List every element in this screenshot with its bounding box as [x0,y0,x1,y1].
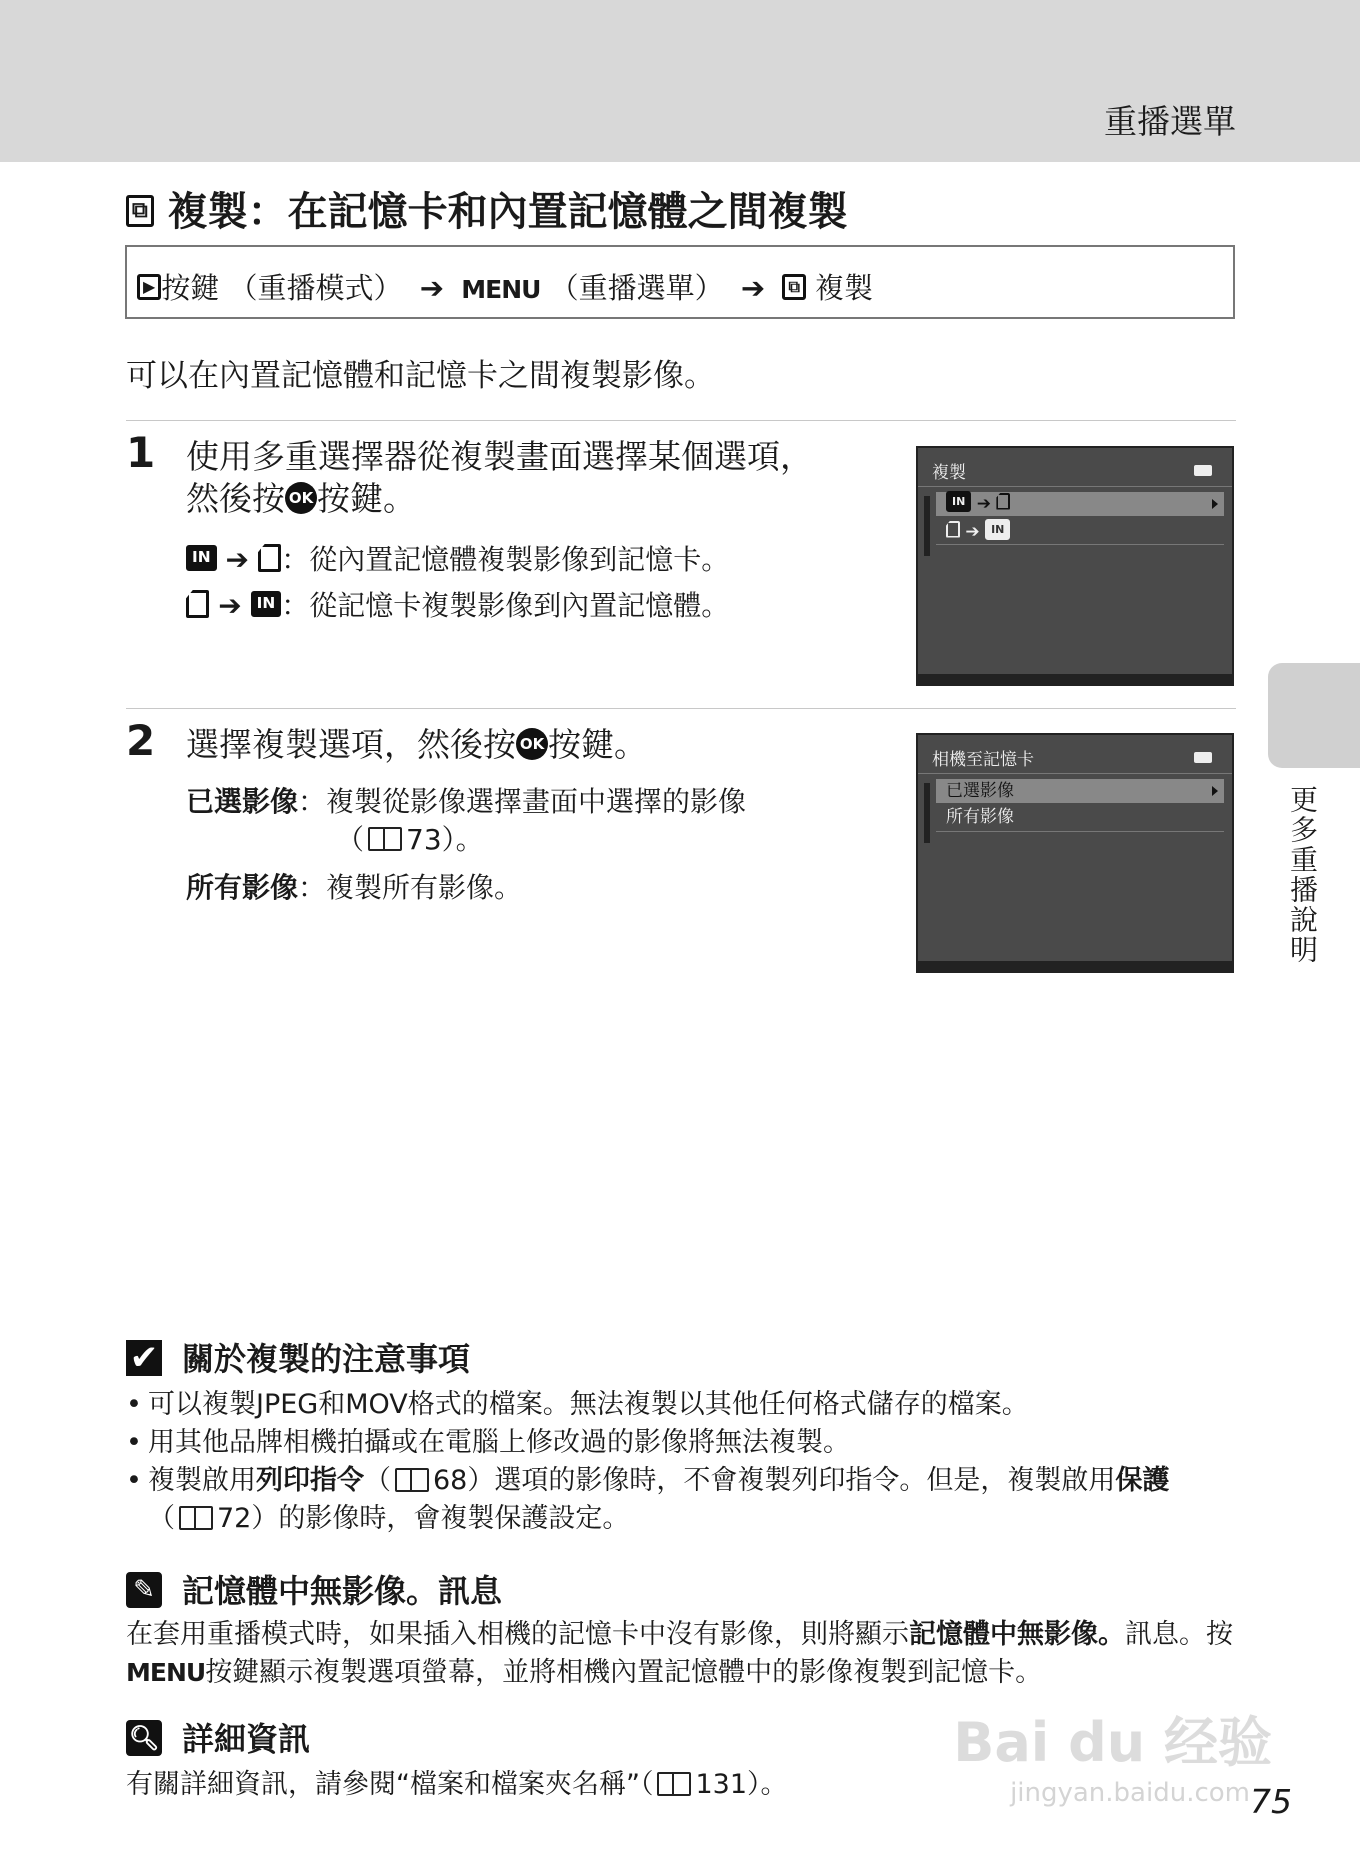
list-item [126,1462,1236,1538]
camera-screen-copy-to-card [916,733,1234,973]
memory-card-icon [946,521,960,538]
step-1-number: 1 [126,428,156,477]
page-number: 75 [1250,1782,1292,1821]
playback-button-icon: ▶ [137,274,161,300]
step-1-option-1-desc: ：從內置記憶體複製影像到記憶卡。 [281,543,730,576]
step-2-line-pre: 選擇複製選項，然後按 [186,725,516,764]
arrow-right-icon: ➔ [976,494,991,514]
memory-card-icon [996,493,1010,510]
copy-icon: ⧉ [782,274,805,300]
text-run: 72）的影像時，會複製保護設定。 [217,1503,630,1534]
screen-bottom-bar [918,961,1232,971]
info-note-heading-text: 詳細資訊 [182,1720,311,1758]
step-2-option-2-desc: ：複製所有影像。 [298,871,523,904]
step-2-option-1-page: 73）。 [406,823,484,856]
divider [126,708,1236,709]
text-run-bold: 記憶體中無影像。 [909,1619,1125,1650]
screen-title: 相機至記憶卡 [932,750,1034,770]
screen-menu-row [936,779,1224,803]
arrow-right-icon: ➔ [965,522,980,542]
menu-path-mode: （重播模式） [228,271,403,305]
screen-scrollbar [924,496,930,556]
screen-row-divider [936,544,1224,545]
menu-path-item: 複製 [815,271,874,305]
list-item: • 用其他品牌相機拍攝或在電腦上修改過的影像將無法複製。 [126,1424,1236,1462]
step-2-option-1-ref: （ 73）。 [336,823,484,856]
ok-button-icon: OK [516,728,548,760]
arrow-right-icon: ➔ [225,543,249,576]
arrow-right-icon: ➔ [218,589,242,622]
screen-divider [918,486,1232,487]
book-icon [179,1506,213,1530]
text-run: 有關詳細資訊，請參閱“檔案和檔案夾名稱”（ [126,1769,654,1800]
screen-menu-row [936,492,1224,516]
list-item: • 可以複製JPEG和MOV格式的檔案。無法複製以其他任何格式儲存的檔案。 [126,1386,1236,1424]
step-2-option-1-desc: ：複製從影像選擇畫面中選擇的影像 [298,785,747,818]
ok-button-icon: OK [285,482,317,514]
screen-row-divider [936,831,1224,832]
step-2-instruction [186,724,647,766]
step-2-option-1-label: 已選影像 [186,785,299,818]
step-2-line-post: 按鍵。 [548,725,647,764]
caret-right-icon [1212,499,1218,509]
page-title-text: 複製：在記憶卡和內置記憶體之間複製 [167,189,848,235]
memory-note-heading [126,1566,502,1612]
step-1-line-2-pre: 然後按 [186,479,285,518]
intro-text: 可以在內置記憶體和記憶卡之間複製影像。 [126,358,715,394]
menu-path-menu-name: （重播選單） [549,271,724,305]
battery-icon [1194,752,1212,763]
section-header: 重播選單 [1104,102,1236,141]
caution-list [126,1386,1236,1538]
text-run: 按鍵顯示複製選項螢幕，並將相機內置記憶體中的影像複製到記憶卡。 [205,1657,1043,1688]
camera-screen-copy [916,446,1234,686]
memory-note-text [126,1616,1236,1692]
step-2-number: 2 [126,716,156,765]
pencil-icon: ✎ [126,1572,162,1608]
screen-title: 複製 [932,463,966,483]
text-run: （ [148,1503,175,1534]
screen-row-label: 已選影像 [946,781,1014,801]
screen-menu-row [936,805,1224,829]
step-1-line-2-post: 按鍵。 [317,479,416,518]
arrow-right-icon: ➔ [419,271,445,305]
step-1-line-2 [186,478,813,520]
text-run-bold: 列印指令 [256,1465,364,1496]
text-run: 訊息。按 [1125,1619,1233,1650]
step-2-option-2 [186,866,522,906]
text-run: 複製啟用 [148,1465,256,1496]
screen-row-label: 所有影像 [946,807,1014,827]
book-icon [395,1468,429,1492]
internal-memory-icon: IN [251,591,282,616]
menu-word: MENU [126,1658,206,1687]
internal-memory-icon: IN [985,519,1010,540]
page-title [126,180,848,237]
caution-heading [126,1334,470,1380]
battery-icon [1194,465,1212,476]
chapter-tab-label: 更多重播說明 [1286,785,1319,965]
step-1-option-1 [186,538,729,578]
text-run: （ [364,1465,391,1496]
step-1-option-2 [186,584,729,624]
step-2-option-2-label: 所有影像 [186,871,299,904]
text-run: 68）選項的影像時，不會複製列印指令。但是，複製啟用 [433,1465,1116,1496]
step-1-line-1: 使用多重選擇器從複製畫面選擇某個選項， [186,437,813,476]
screen-menu-row [936,520,1224,544]
memory-card-icon [186,590,209,618]
caution-heading-text: 關於複製的注意事項 [182,1340,471,1378]
watermark-logo: Bai du 经验 [953,1711,1272,1774]
caret-right-icon [1212,786,1218,796]
magnifier-icon: 🔍︎ [126,1720,162,1756]
text-run-bold: 保護 [1115,1465,1170,1496]
menu-path [125,245,1235,319]
screen-divider [918,773,1232,774]
text-run: 在套用重播模式時，如果插入相機的記憶卡中沒有影像，則將顯示 [126,1619,909,1650]
screen-bottom-bar [918,674,1232,684]
internal-memory-icon: IN [946,491,971,512]
chapter-tab [1268,663,1360,768]
step-2-option-1 [186,780,746,820]
menu-path-menu-word: MENU [461,275,541,304]
screen-scrollbar [924,783,930,843]
internal-memory-icon: IN [186,545,217,570]
memory-card-icon [258,544,281,572]
divider [126,420,1236,421]
memory-note-heading-text: 記憶體中無影像。訊息 [182,1572,503,1610]
step-1-option-2-desc: ：從記憶卡複製影像到內置記憶體。 [281,589,730,622]
book-icon [657,1772,691,1796]
step-1-instruction [186,436,813,520]
menu-path-button: 按鍵 [161,271,220,305]
copy-icon: ⧉ [126,195,154,227]
watermark-url: jingyan.baidu.com [1010,1778,1250,1808]
check-icon: ✔ [126,1340,162,1376]
book-icon [368,827,402,851]
info-note-heading [126,1714,310,1760]
text-run: 131）。 [695,1769,788,1800]
arrow-right-icon: ➔ [740,271,766,305]
